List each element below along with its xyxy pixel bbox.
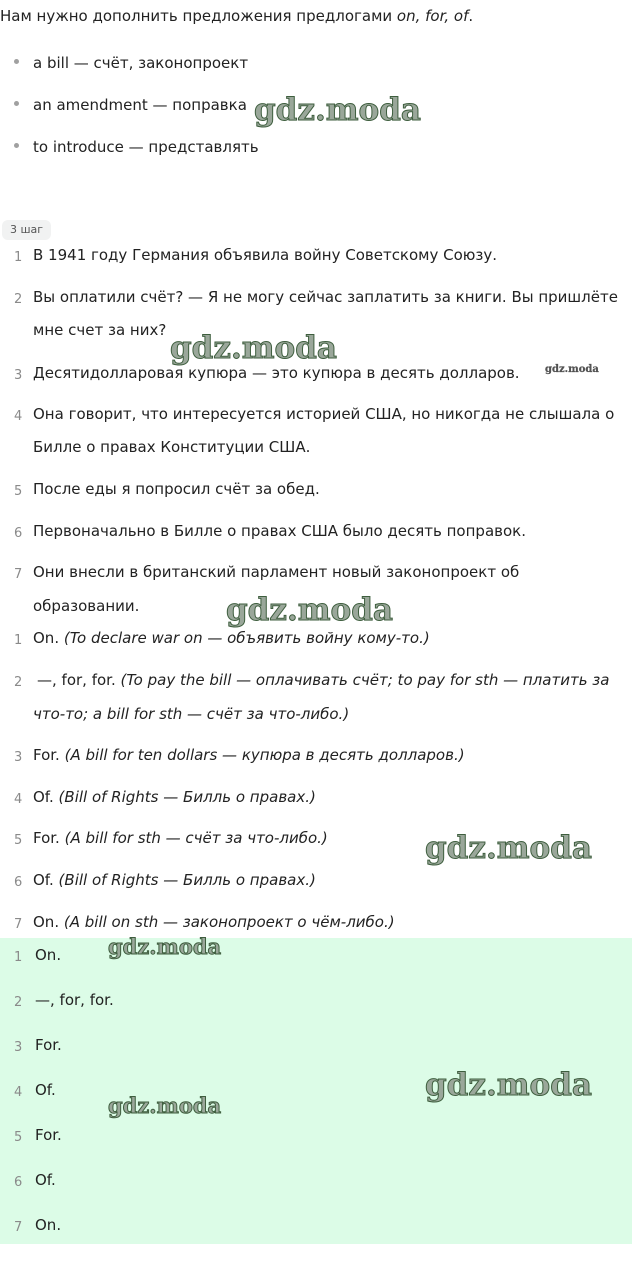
list-number: 6 <box>14 875 23 890</box>
explanation-note: (To pay the bill — оплачивать счёт; to pay for sth — платить за <box>120 671 610 689</box>
translation-line: Билле о правах Конституции США. <box>33 438 311 456</box>
vocabulary-item <box>14 95 247 115</box>
intro-sentence <box>0 6 473 26</box>
answer-line: For. <box>35 1036 62 1054</box>
answer-line: For. <box>35 1126 62 1144</box>
bullet-dot-icon <box>14 143 19 148</box>
list-number: 3 <box>14 368 23 383</box>
explanation-line <box>33 913 395 931</box>
explanation-line <box>33 829 328 847</box>
list-number: 1 <box>14 250 23 265</box>
watermark: gdz.moda <box>108 934 222 959</box>
translation-line: образовании. <box>33 597 140 615</box>
explanation-note: (A bill for ten dollars — купюра в десять долларов.) <box>64 746 465 764</box>
answer-text: On. <box>33 913 60 931</box>
answer-line: On. <box>35 946 62 964</box>
watermark: gdz.moda <box>226 592 393 628</box>
translation-line: После еды я попросил счёт за обед. <box>33 480 320 498</box>
intro-prepositions: on, for, of <box>396 7 469 25</box>
answer-text: For. <box>33 829 60 847</box>
answer-line: Of. <box>35 1171 56 1189</box>
list-number: 4 <box>14 409 23 424</box>
explanation-note: (Bill of Rights — Билль о правах.) <box>58 788 316 806</box>
answer-box <box>0 938 632 1244</box>
translation-line: В 1941 году Германия объявила войну Советскому Союзу. <box>33 246 498 264</box>
list-number: 6 <box>14 526 23 541</box>
explanation-note: (Bill of Rights — Билль о правах.) <box>58 871 316 889</box>
list-number: 3 <box>14 1040 23 1055</box>
list-number: 2 <box>14 292 23 307</box>
explanation-note: (A bill for sth — счёт за что-либо.) <box>64 829 328 847</box>
watermark: gdz.moda <box>425 830 592 866</box>
list-number: 1 <box>14 633 23 648</box>
vocabulary-item <box>14 137 259 157</box>
explanation-note: (A bill on sth — законопроект о чём-либо.) <box>63 913 395 931</box>
list-number: 5 <box>14 833 23 848</box>
vocabulary-text: a bill — счёт, законопроект <box>33 54 249 72</box>
explanation-line <box>33 746 465 764</box>
answer-text: Of. <box>33 871 54 889</box>
translation-line: Вы оплатили счёт? — Я не могу сейчас заплатить за книги. Вы пришлёте <box>33 288 618 306</box>
list-number: 5 <box>14 484 23 499</box>
vocabulary-text: an amendment — поправка <box>33 96 247 114</box>
explanation-note: (To declare war on — объявить войну кому-то.) <box>63 629 430 647</box>
translation-line: Десятидолларовая купюра — это купюра в десять долларов. <box>33 364 520 382</box>
explanation-line <box>33 788 316 806</box>
explanation-line <box>37 671 609 689</box>
vocabulary-item <box>14 53 248 73</box>
list-number: 3 <box>14 750 23 765</box>
vocabulary-text: to introduce — представлять <box>33 138 259 156</box>
explanation-note-continued: что-то; a bill for sth — счёт за что-либо.) <box>33 705 350 723</box>
bullet-dot-icon <box>14 59 19 64</box>
watermark: gdz.moda <box>545 364 599 375</box>
step-badge: 3 шаг <box>2 220 51 240</box>
list-number: 2 <box>14 675 23 690</box>
answer-text: For. <box>33 746 60 764</box>
watermark: gdz.moda <box>108 1093 222 1118</box>
explanation-line <box>33 705 349 723</box>
list-number: 5 <box>14 1130 23 1145</box>
translation-line: Она говорит, что интересуется историей США, но никогда не слышала о <box>33 405 615 423</box>
intro-suffix: . <box>468 7 474 25</box>
answer-line: On. <box>35 1216 62 1234</box>
list-number: 7 <box>14 567 23 582</box>
answer-text: On. <box>33 629 60 647</box>
bullet-dot-icon <box>14 101 19 106</box>
watermark: gdz.moda <box>170 330 337 366</box>
explanation-line <box>33 629 430 647</box>
answer-line: —, for, for. <box>35 991 114 1009</box>
translation-line: мне счет за них? <box>33 321 167 339</box>
watermark: gdz.moda <box>425 1067 592 1103</box>
list-number: 2 <box>14 995 23 1010</box>
list-number: 6 <box>14 1175 23 1190</box>
answer-text: Of. <box>33 788 54 806</box>
list-number: 1 <box>14 950 23 965</box>
watermark: gdz.moda <box>254 92 421 128</box>
translation-line: Первоначально в Билле о правах США было десять поправок. <box>33 522 526 540</box>
list-number: 7 <box>14 1220 23 1235</box>
list-number: 4 <box>14 792 23 807</box>
answer-text: —, for, for. <box>37 671 116 689</box>
list-number: 4 <box>14 1085 23 1100</box>
translation-line: Они внесли в британский парламент новый законопроект об <box>33 563 520 581</box>
intro-prefix: Нам нужно дополнить предложения предлогами <box>0 7 397 25</box>
answer-line: Of. <box>35 1081 56 1099</box>
list-number: 7 <box>14 917 23 932</box>
explanation-line <box>33 871 316 889</box>
